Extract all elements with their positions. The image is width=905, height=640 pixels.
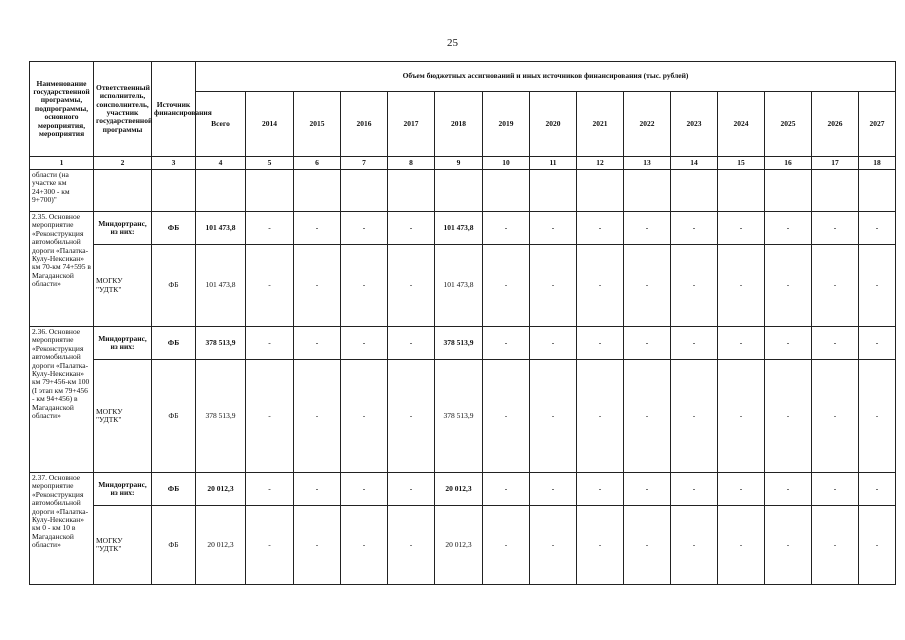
column-number: 13: [624, 157, 671, 170]
year-value-cell: -: [483, 506, 530, 585]
header-responsible: Ответственный исполнитель, соисполнитель, участник государственной программы: [94, 62, 152, 157]
year-value-cell: 378 513,9: [435, 327, 483, 360]
continuation-name: области (на участке км 24+300 - км 9+700)": [30, 170, 94, 212]
column-number: 2: [94, 157, 152, 170]
year-value-cell: -: [294, 473, 341, 506]
year-value-cell: -: [530, 360, 577, 473]
year-value-cell: -: [812, 506, 859, 585]
source-cell: ФБ: [152, 506, 196, 585]
table-row: [30, 245, 896, 327]
header-year-2024: 2024: [718, 92, 765, 157]
year-value-cell: -: [388, 212, 435, 245]
year-value-cell: -: [294, 360, 341, 473]
year-value-cell: -: [530, 212, 577, 245]
column-number: 5: [246, 157, 294, 170]
header-name: Наименование государственной программы, подпрограммы, основного мероприятия, мероприятия: [30, 62, 94, 157]
responsible-cell: МОГКУ "УДТК": [94, 360, 152, 473]
year-value-cell: -: [246, 360, 294, 473]
source-cell: ФБ: [152, 473, 196, 506]
year-value-cell: -: [341, 327, 388, 360]
header-year-2027: 2027: [859, 92, 896, 157]
source-cell: ФБ: [152, 245, 196, 327]
header-source: Источник финансирования: [152, 62, 196, 157]
header-year-2022: 2022: [624, 92, 671, 157]
continuation-row: [30, 170, 896, 212]
year-value-cell: -: [530, 473, 577, 506]
year-value-cell: -: [294, 212, 341, 245]
column-number: 11: [530, 157, 577, 170]
year-value-cell: -: [624, 327, 671, 360]
header-volume: Объем бюджетных ассигнований и иных источников финансирования (тыс. рублей): [196, 62, 896, 92]
year-value-cell: -: [859, 473, 896, 506]
year-value-cell: -: [341, 360, 388, 473]
year-value-cell: -: [341, 245, 388, 327]
total-cell: 378 513,9: [196, 360, 246, 473]
column-number: 12: [577, 157, 624, 170]
year-value-cell: -: [624, 212, 671, 245]
header-year-2025: 2025: [765, 92, 812, 157]
measure-name: 2.37. Основное мероприятие «Реконструкция автомобильной дороги «Палатка-Кулу-Нексикан» км 0 - км 10 в Магаданской области»: [30, 473, 94, 585]
year-value-cell: -: [294, 327, 341, 360]
year-value-cell: -: [530, 245, 577, 327]
year-value-cell: -: [483, 327, 530, 360]
year-value-cell: -: [577, 506, 624, 585]
header-year-2015: 2015: [294, 92, 341, 157]
year-value-cell: -: [765, 212, 812, 245]
source-cell: ФБ: [152, 360, 196, 473]
year-value-cell: -: [765, 506, 812, 585]
header-year-2026: 2026: [812, 92, 859, 157]
column-number: 4: [196, 157, 246, 170]
year-value-cell: -: [671, 245, 718, 327]
year-value-cell: -: [718, 212, 765, 245]
year-value-cell: -: [671, 212, 718, 245]
responsible-cell: Миндортранс, из них:: [94, 212, 152, 245]
year-value-cell: -: [718, 473, 765, 506]
year-value-cell: 101 473,8: [435, 245, 483, 327]
year-value-cell: 20 012,3: [435, 506, 483, 585]
year-value-cell: -: [624, 506, 671, 585]
column-number: 7: [341, 157, 388, 170]
year-value-cell: -: [812, 327, 859, 360]
year-value-cell: -: [246, 245, 294, 327]
total-cell: 101 473,8: [196, 245, 246, 327]
source-cell: ФБ: [152, 212, 196, 245]
year-value-cell: -: [530, 506, 577, 585]
year-value-cell: -: [246, 327, 294, 360]
total-cell: 20 012,3: [196, 473, 246, 506]
table-row: [30, 360, 896, 473]
year-value-cell: -: [483, 245, 530, 327]
year-value-cell: -: [388, 360, 435, 473]
year-value-cell: -: [530, 327, 577, 360]
total-cell: 101 473,8: [196, 212, 246, 245]
budget-table: [29, 61, 896, 585]
year-value-cell: -: [671, 506, 718, 585]
year-value-cell: -: [294, 506, 341, 585]
header-year-2016: 2016: [341, 92, 388, 157]
year-value-cell: -: [341, 506, 388, 585]
year-value-cell: -: [577, 473, 624, 506]
year-value-cell: -: [812, 212, 859, 245]
header-year-2014: 2014: [246, 92, 294, 157]
header-year-2023: 2023: [671, 92, 718, 157]
year-value-cell: -: [624, 473, 671, 506]
source-cell: ФБ: [152, 327, 196, 360]
year-value-cell: -: [624, 360, 671, 473]
year-value-cell: -: [577, 327, 624, 360]
page-number: 25: [447, 37, 458, 49]
year-value-cell: -: [765, 327, 812, 360]
measure-name: 2.35. Основное мероприятие «Реконструкция автомобильной дороги «Палатка-Кулу-Нексикан» км 70-км 74+595 в Магаданской области»: [30, 212, 94, 327]
year-value-cell: -: [246, 473, 294, 506]
responsible-cell: МОГКУ "УДТК": [94, 506, 152, 585]
year-value-cell: -: [388, 327, 435, 360]
year-value-cell: -: [483, 360, 530, 473]
header-year-2018: 2018: [435, 92, 483, 157]
year-value-cell: -: [388, 506, 435, 585]
year-value-cell: -: [624, 245, 671, 327]
year-value-cell: -: [388, 473, 435, 506]
column-number: 6: [294, 157, 341, 170]
column-number: 10: [483, 157, 530, 170]
header-total: Всего: [196, 92, 246, 157]
year-value-cell: -: [812, 360, 859, 473]
year-value-cell: -: [859, 360, 896, 473]
column-number: 16: [765, 157, 812, 170]
year-value-cell: -: [483, 212, 530, 245]
responsible-cell: Миндортранс, из них:: [94, 473, 152, 506]
year-value-cell: -: [718, 506, 765, 585]
measure-name: 2.36. Основное мероприятие «Реконструкция автомобильной дороги «Палатка-Кулу-Нексикан» км 79+456-км 100 (I этап км 79+456 - км 94+456) в Магаданской области»: [30, 327, 94, 473]
table-row: [30, 506, 896, 585]
year-value-cell: -: [765, 245, 812, 327]
year-value-cell: -: [577, 360, 624, 473]
year-value-cell: 378 513,9: [435, 360, 483, 473]
year-value-cell: 20 012,3: [435, 473, 483, 506]
column-number: 3: [152, 157, 196, 170]
table-row: [30, 327, 896, 360]
year-value-cell: -: [812, 473, 859, 506]
year-value-cell: -: [812, 245, 859, 327]
year-value-cell: -: [718, 360, 765, 473]
year-value-cell: -: [341, 212, 388, 245]
year-value-cell: -: [765, 360, 812, 473]
header-year-2017: 2017: [388, 92, 435, 157]
year-value-cell: -: [577, 212, 624, 245]
year-value-cell: -: [671, 360, 718, 473]
year-value-cell: -: [859, 506, 896, 585]
year-value-cell: -: [859, 212, 896, 245]
year-value-cell: -: [294, 245, 341, 327]
year-value-cell: -: [671, 327, 718, 360]
year-value-cell: -: [859, 327, 896, 360]
year-value-cell: -: [246, 212, 294, 245]
column-number: 14: [671, 157, 718, 170]
header-year-2021: 2021: [577, 92, 624, 157]
column-number: 15: [718, 157, 765, 170]
table-row: [30, 212, 896, 245]
year-value-cell: -: [859, 245, 896, 327]
year-value-cell: -: [718, 327, 765, 360]
table-row: [30, 473, 896, 506]
year-value-cell: -: [483, 473, 530, 506]
year-value-cell: -: [388, 245, 435, 327]
column-number: 17: [812, 157, 859, 170]
column-number: 1: [30, 157, 94, 170]
year-value-cell: -: [765, 473, 812, 506]
year-value-cell: -: [341, 473, 388, 506]
year-value-cell: -: [577, 245, 624, 327]
responsible-cell: Миндортранс, из них:: [94, 327, 152, 360]
total-cell: 20 012,3: [196, 506, 246, 585]
header-year-2020: 2020: [530, 92, 577, 157]
column-number: 8: [388, 157, 435, 170]
total-cell: 378 513,9: [196, 327, 246, 360]
year-value-cell: -: [246, 506, 294, 585]
year-value-cell: -: [671, 473, 718, 506]
header-year-2019: 2019: [483, 92, 530, 157]
responsible-cell: МОГКУ "УДТК": [94, 245, 152, 327]
column-number: 18: [859, 157, 896, 170]
year-value-cell: -: [718, 245, 765, 327]
year-value-cell: 101 473,8: [435, 212, 483, 245]
column-number: 9: [435, 157, 483, 170]
